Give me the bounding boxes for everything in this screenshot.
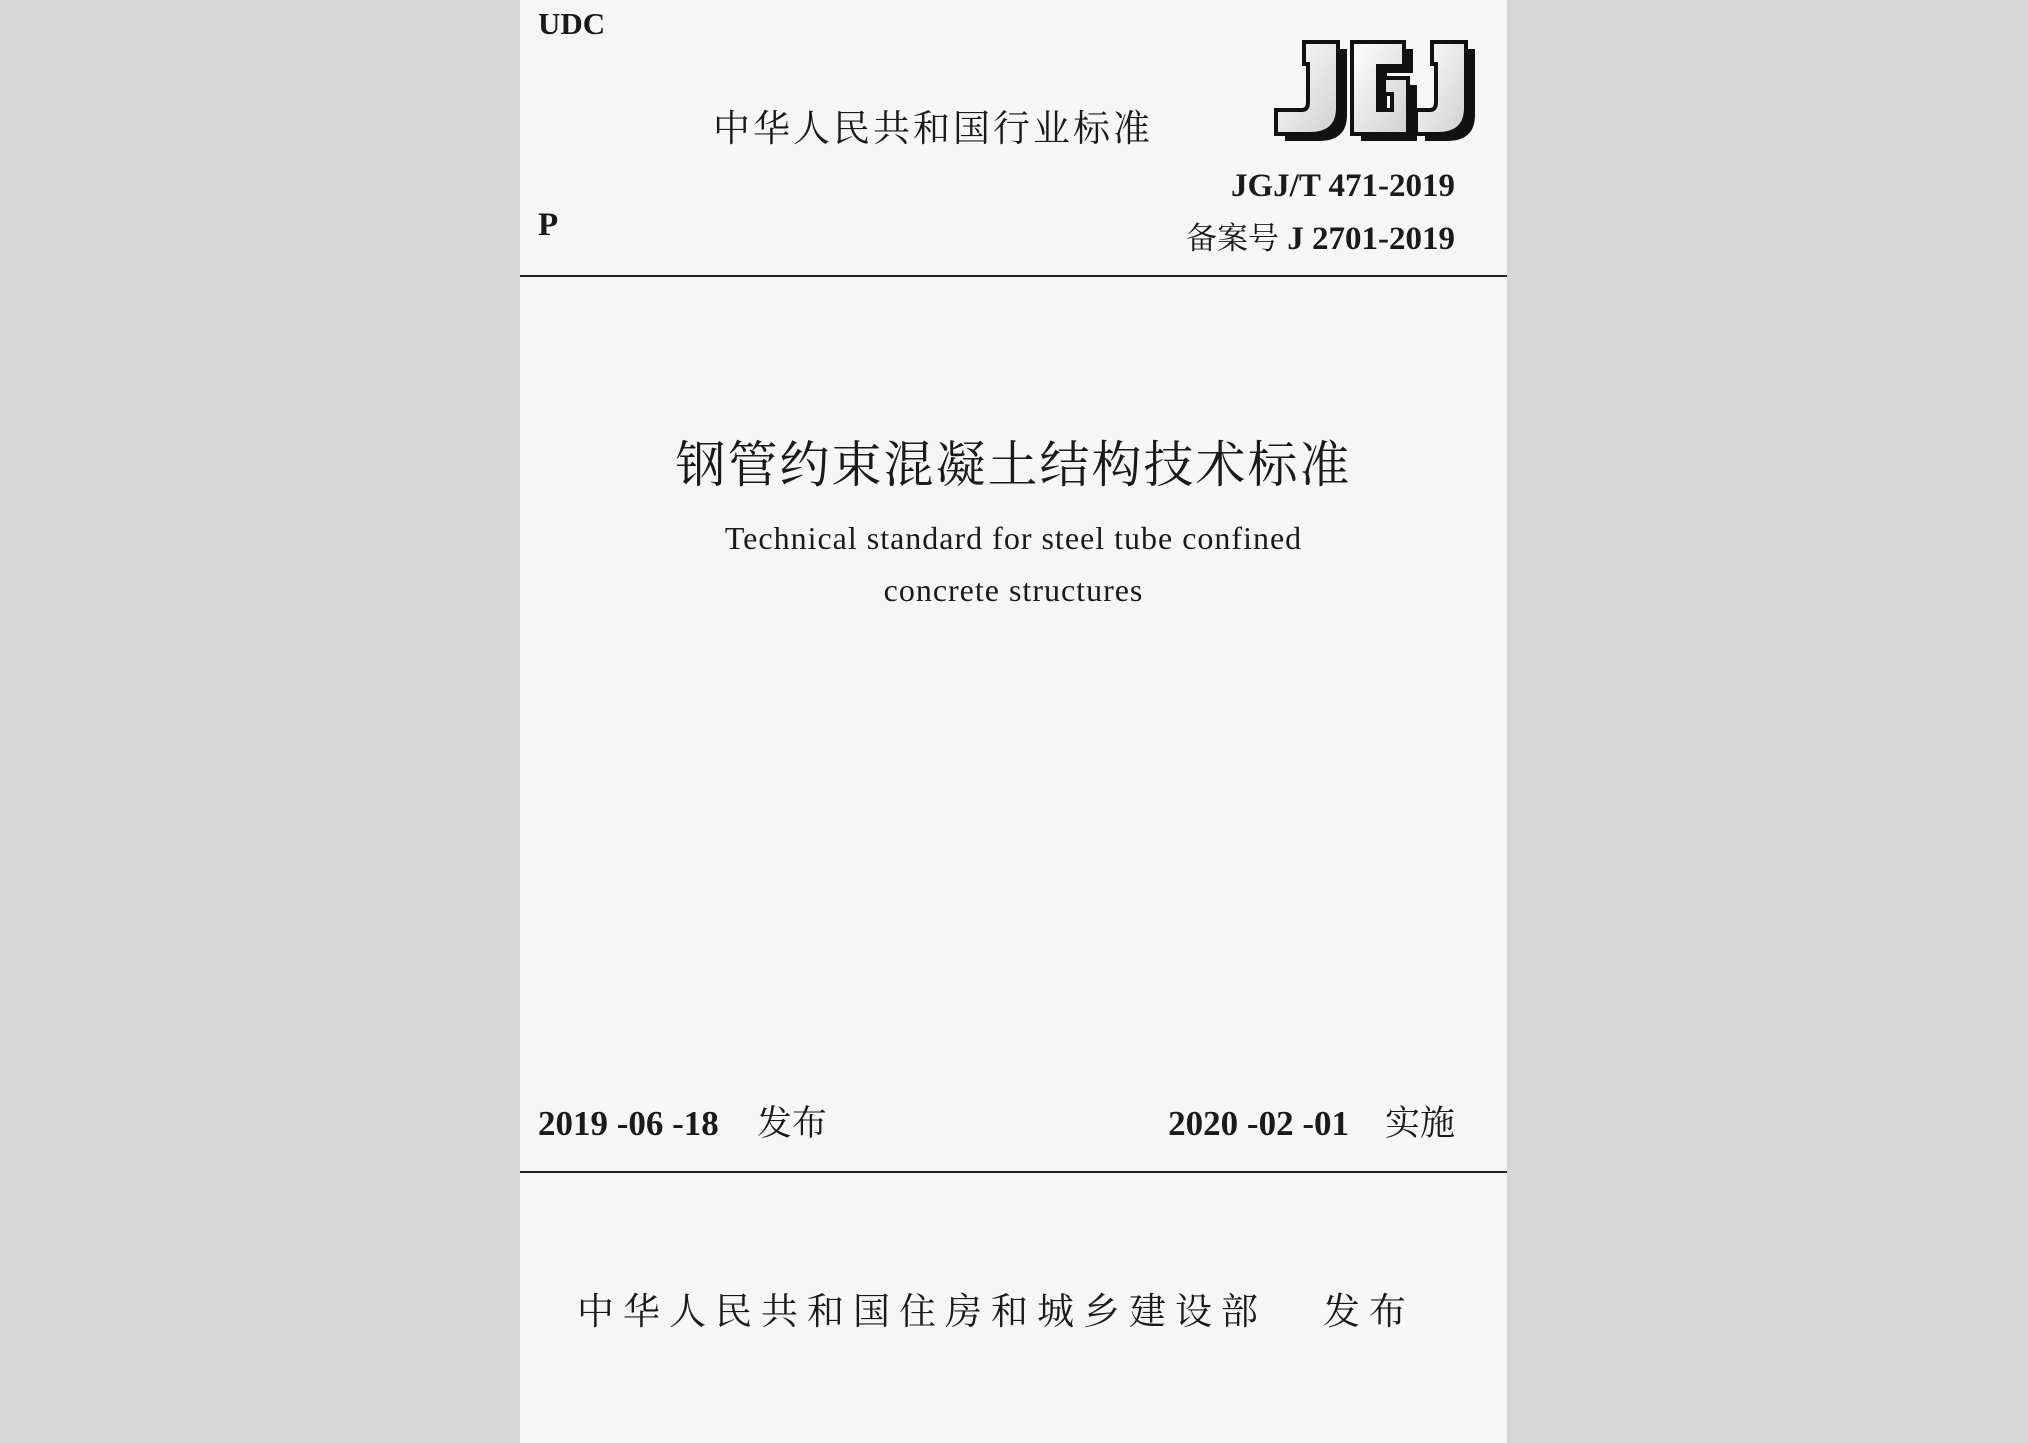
publisher-name: 中华人民共和国住房和城乡建设部	[577, 1290, 1267, 1333]
standard-number: JGJ/T 471-2019	[1231, 168, 1455, 204]
udc-label: UDC	[538, 6, 606, 41]
implementation-date-line	[1168, 1096, 1455, 1146]
filing-number-line	[1186, 213, 1455, 258]
title-english	[520, 512, 1507, 616]
title-chinese: 钢管约束混凝土结构技术标准	[675, 436, 1352, 494]
category-code: P	[538, 207, 559, 243]
publisher-action: 发布	[1323, 1290, 1415, 1333]
issue-date: 2019 -06 -18	[538, 1104, 719, 1143]
issue-label: 发布	[756, 1104, 827, 1144]
industry-standard-heading: 中华人民共和国行业标准	[713, 107, 1153, 150]
jgj-logo	[1268, 38, 1478, 148]
implementation-date: 2020 -02 -01	[1168, 1104, 1349, 1143]
top-divider	[520, 275, 1507, 277]
bottom-divider	[520, 1171, 1507, 1173]
title-english-line-1: Technical standard for steel tube confined	[724, 520, 1303, 556]
document-cover	[520, 0, 1507, 1443]
filing-label: 备案号	[1186, 221, 1279, 257]
publisher-line	[577, 1281, 1415, 1335]
issue-date-line	[538, 1096, 827, 1146]
filing-number: J 2701-2019	[1287, 221, 1455, 257]
implementation-label: 实施	[1384, 1104, 1455, 1144]
title-english-line-2: concrete structures	[883, 572, 1144, 608]
